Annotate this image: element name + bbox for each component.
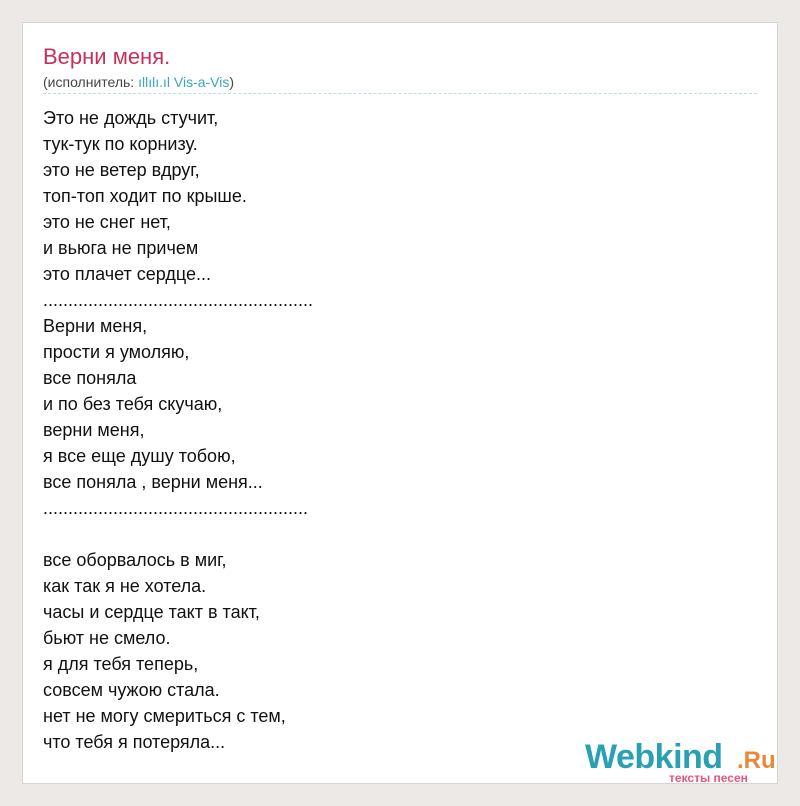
lyric-line: прости я умоляю, <box>43 342 190 362</box>
lyric-blank-line <box>43 521 603 547</box>
lyric-line: Верни меня, <box>43 316 148 336</box>
lyric-line: бьют не смело. <box>43 628 171 648</box>
lyric-line: все поняла , верни меня... <box>43 472 263 492</box>
lyric-line: совсем чужою стала. <box>43 680 220 700</box>
lyric-line: топ-топ ходит по крыше. <box>43 186 247 206</box>
lyric-line: Это не дождь стучит, <box>43 108 219 128</box>
artist-prefix: (исполнитель: <box>43 74 139 90</box>
lyric-line: и вьюга не причем <box>43 238 199 258</box>
lyrics-text <box>43 105 603 755</box>
lyric-separator: ...................................................... <box>43 290 314 310</box>
lyric-line: что тебя я потеряла... <box>43 732 226 752</box>
lyric-line: часы и сердце такт в такт, <box>43 602 260 622</box>
lyric-line: я все еще душу тобою, <box>43 446 236 466</box>
lyric-line: как так я не хотела. <box>43 576 207 596</box>
webkind-logo[interactable] <box>585 737 775 785</box>
lyric-separator: ..................................................... <box>43 498 309 518</box>
lyric-line: и по без тебя скучаю, <box>43 394 223 414</box>
lyric-line: это плачет сердце... <box>43 264 211 284</box>
logo-subtitle: тексты песен <box>669 771 748 785</box>
lyric-line: тук-тук по корнизу. <box>43 134 198 154</box>
logo-main-text: Webkind <box>585 738 723 776</box>
artist-link[interactable]: ıllılı.ıl Vis-a-Vis <box>138 74 230 90</box>
lyric-line: верни меня, <box>43 420 145 440</box>
lyric-line: все поняла <box>43 368 137 388</box>
lyric-line: это не ветер вдруг, <box>43 160 200 180</box>
lyric-line: я для тебя теперь, <box>43 654 199 674</box>
song-title: Верни меня. <box>43 44 171 69</box>
lyrics-card <box>22 22 778 784</box>
artist-suffix: ) <box>229 74 235 90</box>
lyric-line: нет не могу смериться с тем, <box>43 706 286 726</box>
title-divider <box>43 93 757 94</box>
lyric-line: все оборвалось в миг, <box>43 550 227 570</box>
logo-domain-text: .Ru <box>737 747 776 774</box>
artist-line <box>43 73 234 91</box>
lyric-line: это не снег нет, <box>43 212 171 232</box>
